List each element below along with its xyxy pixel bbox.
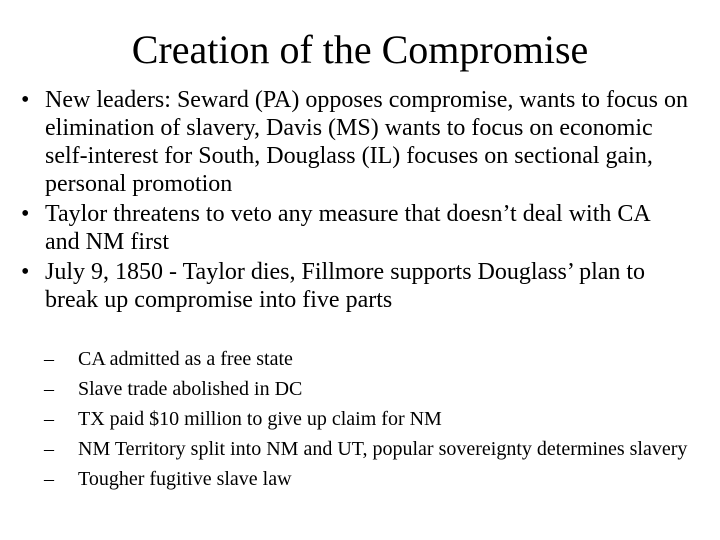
sub-bullet-item (0, 407, 690, 431)
dash-marker: – (44, 408, 54, 430)
sub-bullet-text: CA admitted as a free state (78, 348, 293, 370)
sub-bullet-item (0, 437, 690, 461)
bullet-text: New leaders: Seward (PA) opposes compromise, wants to focus on elimination of slavery, Davis (MS) wants to focus on economic self-interest for South, Douglass (IL) focuses on sectional gain, personal promotion (45, 87, 688, 197)
sub-bullet-text: Tougher fugitive slave law (78, 468, 292, 490)
bullet-item (0, 200, 690, 256)
bullet-marker: • (21, 87, 30, 113)
bullet-text: July 9, 1850 - Taylor dies, Fillmore supports Douglass’ plan to break up compromise into five parts (45, 259, 646, 313)
sub-bullet-text: TX paid $10 million to give up claim for NM (78, 408, 442, 430)
bullet-marker: • (21, 259, 30, 285)
dash-marker: – (44, 378, 54, 400)
bullet-text: Taylor threatens to veto any measure that doesn’t deal with CA and NM first (45, 201, 650, 255)
slide-title: Creation of the Compromise (131, 27, 589, 72)
sub-bullet-text: Slave trade abolished in DC (78, 378, 303, 400)
bullet-item (0, 86, 690, 198)
sub-bullet-item (0, 347, 690, 371)
dash-marker: – (44, 468, 54, 490)
dash-marker: – (44, 438, 54, 460)
dash-marker: – (44, 348, 54, 370)
bullet-list (0, 86, 690, 316)
bullet-item (0, 258, 690, 314)
sub-bullet-item (0, 377, 690, 401)
bullet-marker: • (21, 201, 30, 227)
sub-bullet-item (0, 467, 690, 491)
sub-bullet-text: NM Territory split into NM and UT, popular sovereignty determines slavery (78, 438, 688, 460)
sub-bullet-list (0, 347, 690, 499)
